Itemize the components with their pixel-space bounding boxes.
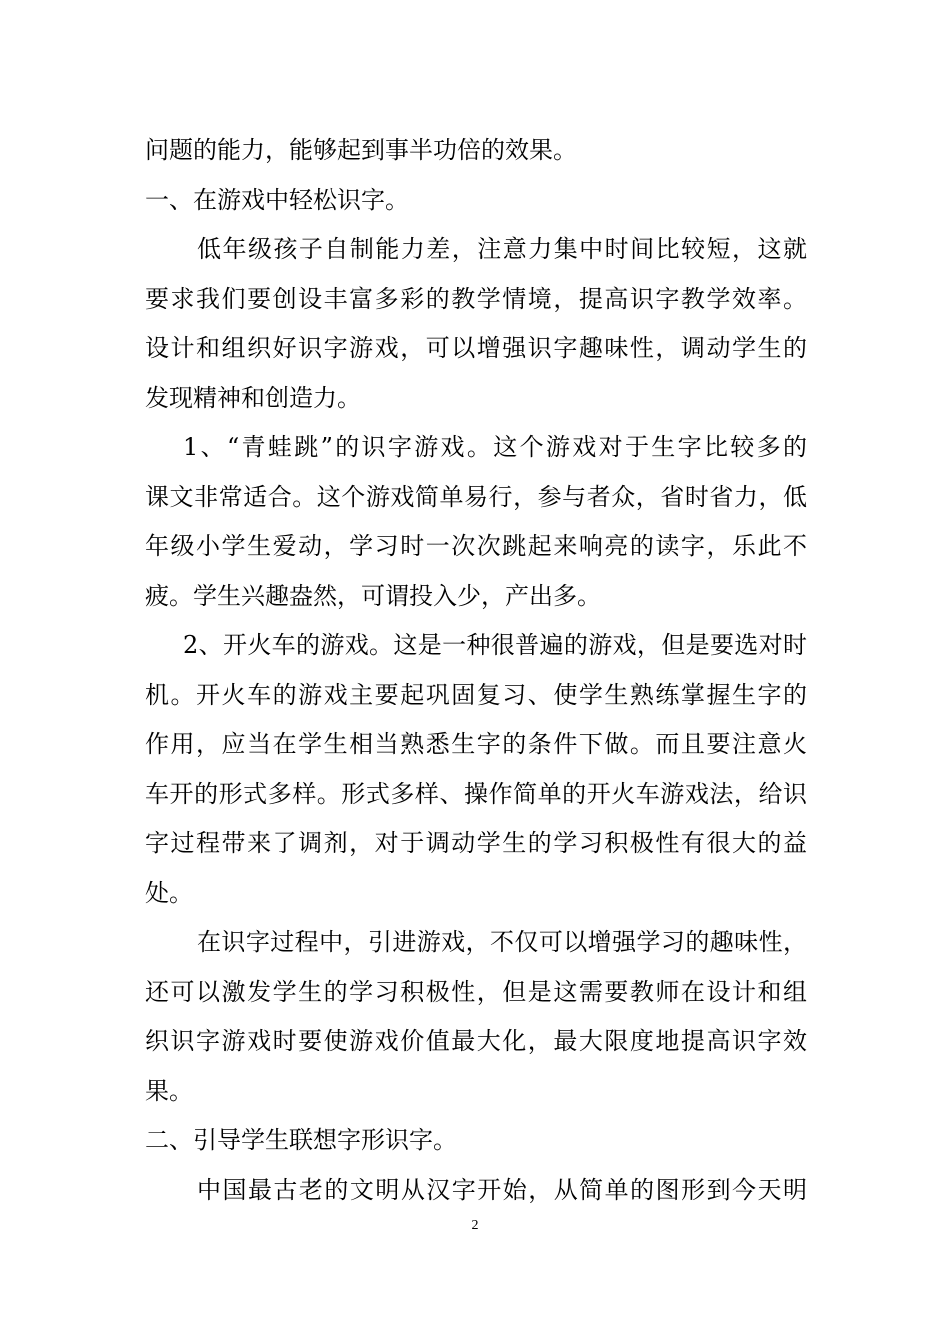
text-line: 处。 bbox=[145, 878, 193, 907]
text-line: 要求我们要创设丰富多彩的教学情境，提高识字教学效率。 bbox=[145, 284, 807, 313]
text-line: 在识字过程中，引进游戏，不仅可以增强学习的趣味性， bbox=[197, 928, 807, 956]
text-line: 2、开火车的游戏。这是一种很普遍的游戏，但是要选对时 bbox=[183, 631, 807, 659]
text-line: 字过程带来了调剂，对于调动学生的学习积极性有很大的益 bbox=[145, 829, 807, 857]
text-line: 设计和组织好识字游戏，可以增强识字趣味性，调动学生的 bbox=[145, 334, 807, 362]
text-line: 作用，应当在学生相当熟悉生字的条件下做。而且要注意火 bbox=[145, 730, 807, 758]
text-line: 车开的形式多样。形式多样、操作简单的开火车游戏法，给识 bbox=[145, 779, 807, 808]
text-line: 疲。学生兴趣盎然，可谓投入少，产出多。 bbox=[145, 581, 601, 610]
text-line: 织识字游戏时要使游戏价值最大化，最大限度地提高识字效 bbox=[145, 1027, 807, 1055]
text-line: 课文非常适合。这个游戏简单易行，参与者众，省时省力，低 bbox=[145, 482, 807, 511]
text-line: 还可以激发学生的学习积极性，但是这需要教师在设计和组 bbox=[145, 977, 807, 1006]
text-line: 机。开火车的游戏主要起巩固复习、使学生熟练掌握生字的 bbox=[145, 680, 807, 709]
page-number: 2 bbox=[471, 1218, 479, 1233]
text-line: 年级小学生爱动，学习时一次次跳起来响亮的读字，乐此不 bbox=[145, 532, 807, 560]
text-line: 一、在游戏中轻松识字。 bbox=[145, 185, 409, 214]
text-line: 二、引导学生联想字形识字。 bbox=[145, 1126, 457, 1154]
body-text bbox=[145, 126, 807, 1215]
text-line: 低年级孩子自制能力差，注意力集中时间比较短，这就 bbox=[197, 235, 807, 263]
text-line: 发现精神和创造力。 bbox=[145, 383, 361, 412]
text-line: 问题的能力，能够起到事半功倍的效果。 bbox=[145, 136, 577, 164]
text-line: 中国最古老的文明从汉字开始，从简单的图形到今天明 bbox=[197, 1175, 807, 1204]
text-line: 1、“青蛙跳”的识字游戏。这个游戏对于生字比较多的 bbox=[183, 433, 807, 461]
text-line: 果。 bbox=[145, 1076, 193, 1105]
